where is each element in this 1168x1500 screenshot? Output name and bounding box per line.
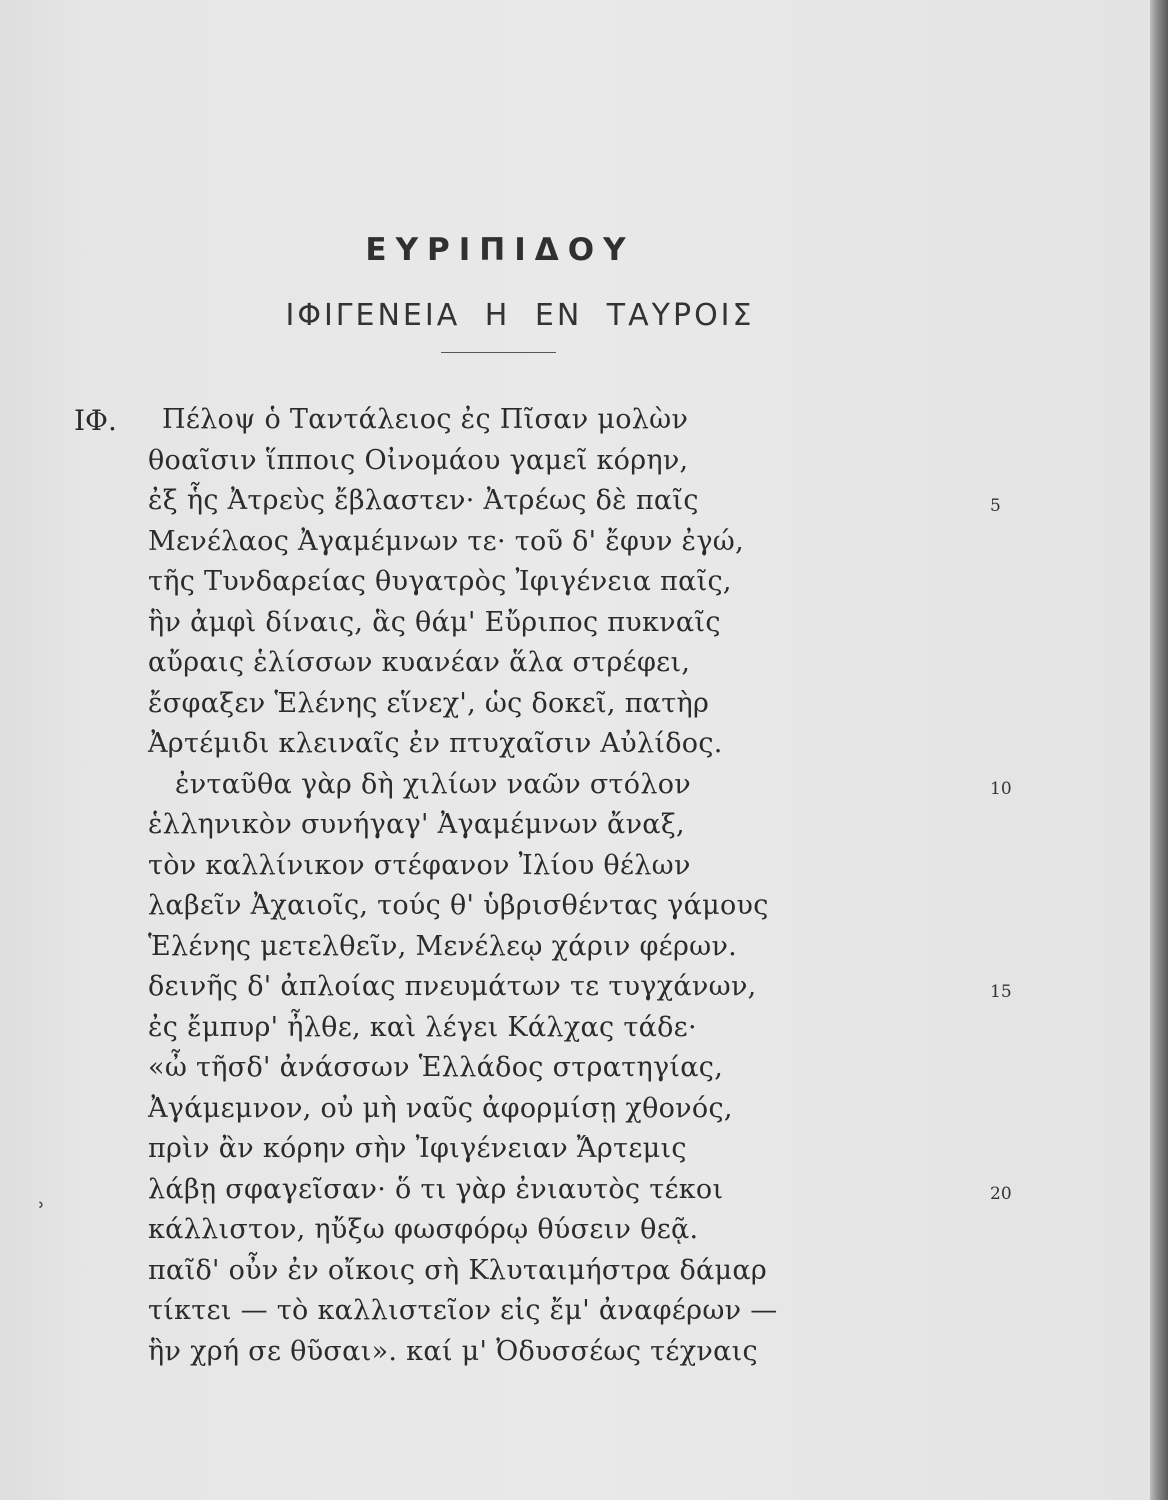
verse-line: Ἑλένης μετελθεῖν, Μενέλεῳ χάριν φέρων. [148, 930, 738, 962]
line-number: 10 [990, 779, 1012, 799]
verse-line: ἐξ ἧς Ἀτρεὺς ἔβλαστεν· Ἀτρέως δὲ παῖς [148, 485, 699, 516]
pencil-mark: ʾ [38, 1198, 46, 1226]
line-number: 5 [990, 496, 1001, 516]
verse-line: θοαῖσιν ἵπποις Οἰνομάου γαμεῖ κόρην, [148, 444, 689, 476]
line-number: 15 [990, 982, 1012, 1002]
verse-line: λαβεῖν Ἀχαιοῖς, τούς θ' ὑβρισθέντας γάμους [148, 890, 769, 921]
verse-line: Μενέλαος Ἀγαμέμνων τε· τοῦ δ' ἔφυν ἐγώ, [148, 525, 744, 557]
verse-line: λάβῃ σφαγεῖσαν· ὅ τι γὰρ ἐνιαυτὸς τέκοι [148, 1173, 724, 1205]
verse-line: δεινῆς δ' ἀπλοίας πνευμάτων τε τυγχάνων, [148, 971, 757, 1002]
verse-line: «ὦ τῆσδ' ἀνάσσων Ἑλλάδος στρατηγίας, [148, 1052, 724, 1083]
line-number: 20 [990, 1184, 1012, 1204]
verse-line: Ἀρτέμιδι κλειναῖς ἐν πτυχαῖσιν Αὐλίδος. [148, 728, 723, 759]
verse-line: ἣν χρή σε θῦσαι». καί μ' Ὀδυσσέως τέχναις [148, 1335, 758, 1367]
work-title: ΙΦΙΓΕΝΕΙΑ Η ΕΝ ΤΑΥΡΟΙΣ [285, 298, 755, 333]
title-divider [441, 352, 556, 353]
verse-line: Ἀγάμεμνον, οὐ μὴ ναῦς ἀφορμίσῃ χθονός, [148, 1092, 733, 1124]
verse-line: τίκτει — τὸ καλλιστεῖον εἰς ἔμ' ἀναφέρων — [148, 1295, 778, 1326]
page-edge [1150, 0, 1168, 1500]
speaker-label: ΙΦ. [74, 404, 117, 437]
verse-line: ἑλληνικὸν συνήγαγ' Ἀγαμέμνων ἄναξ, [148, 809, 685, 840]
verse-line: τῆς Τυνδαρείας θυγατρὸς Ἰφιγένεια παῖς, [148, 566, 732, 597]
verse-line: ἣν ἀμφὶ δίναις, ἃς θάμ' Εὔριπος πυκναῖς [148, 606, 721, 638]
verse-line: ἐνταῦθα γὰρ δὴ χιλίων ναῶν στόλον [175, 768, 692, 800]
verse-line: αὔραις ἑλίσσων κυανέαν ἅλα στρέφει, [148, 647, 691, 678]
verse-line: ἔσφαξεν Ἑλένης εἵνεχ', ὡς δοκεῖ, πατὴρ [148, 687, 710, 719]
verse-line: τὸν καλλίνικον στέφανον Ἰλίου θέλων [148, 849, 691, 881]
verse-line: Πέλοψ ὁ Ταντάλειος ἐς Πῖσαν μολὼν [162, 404, 689, 435]
verse-line: παῖδ' οὖν ἐν οἴκοις σὴ Κλυταιμήστρα δάμαρ [148, 1254, 768, 1286]
verse-line: κάλλιστον, ηὔξω φωσφόρῳ θύσειν θεᾷ. [148, 1214, 699, 1245]
author-heading: ΕΥΡΙΠΙΔΟΥ [365, 232, 635, 268]
verse-line: ἐς ἔμπυρ' ἦλθε, καὶ λέγει Κάλχας τάδε· [148, 1011, 697, 1043]
verse-line: πρὶν ἂν κόρην σὴν Ἰφιγένειαν Ἄρτεμις [148, 1133, 687, 1164]
